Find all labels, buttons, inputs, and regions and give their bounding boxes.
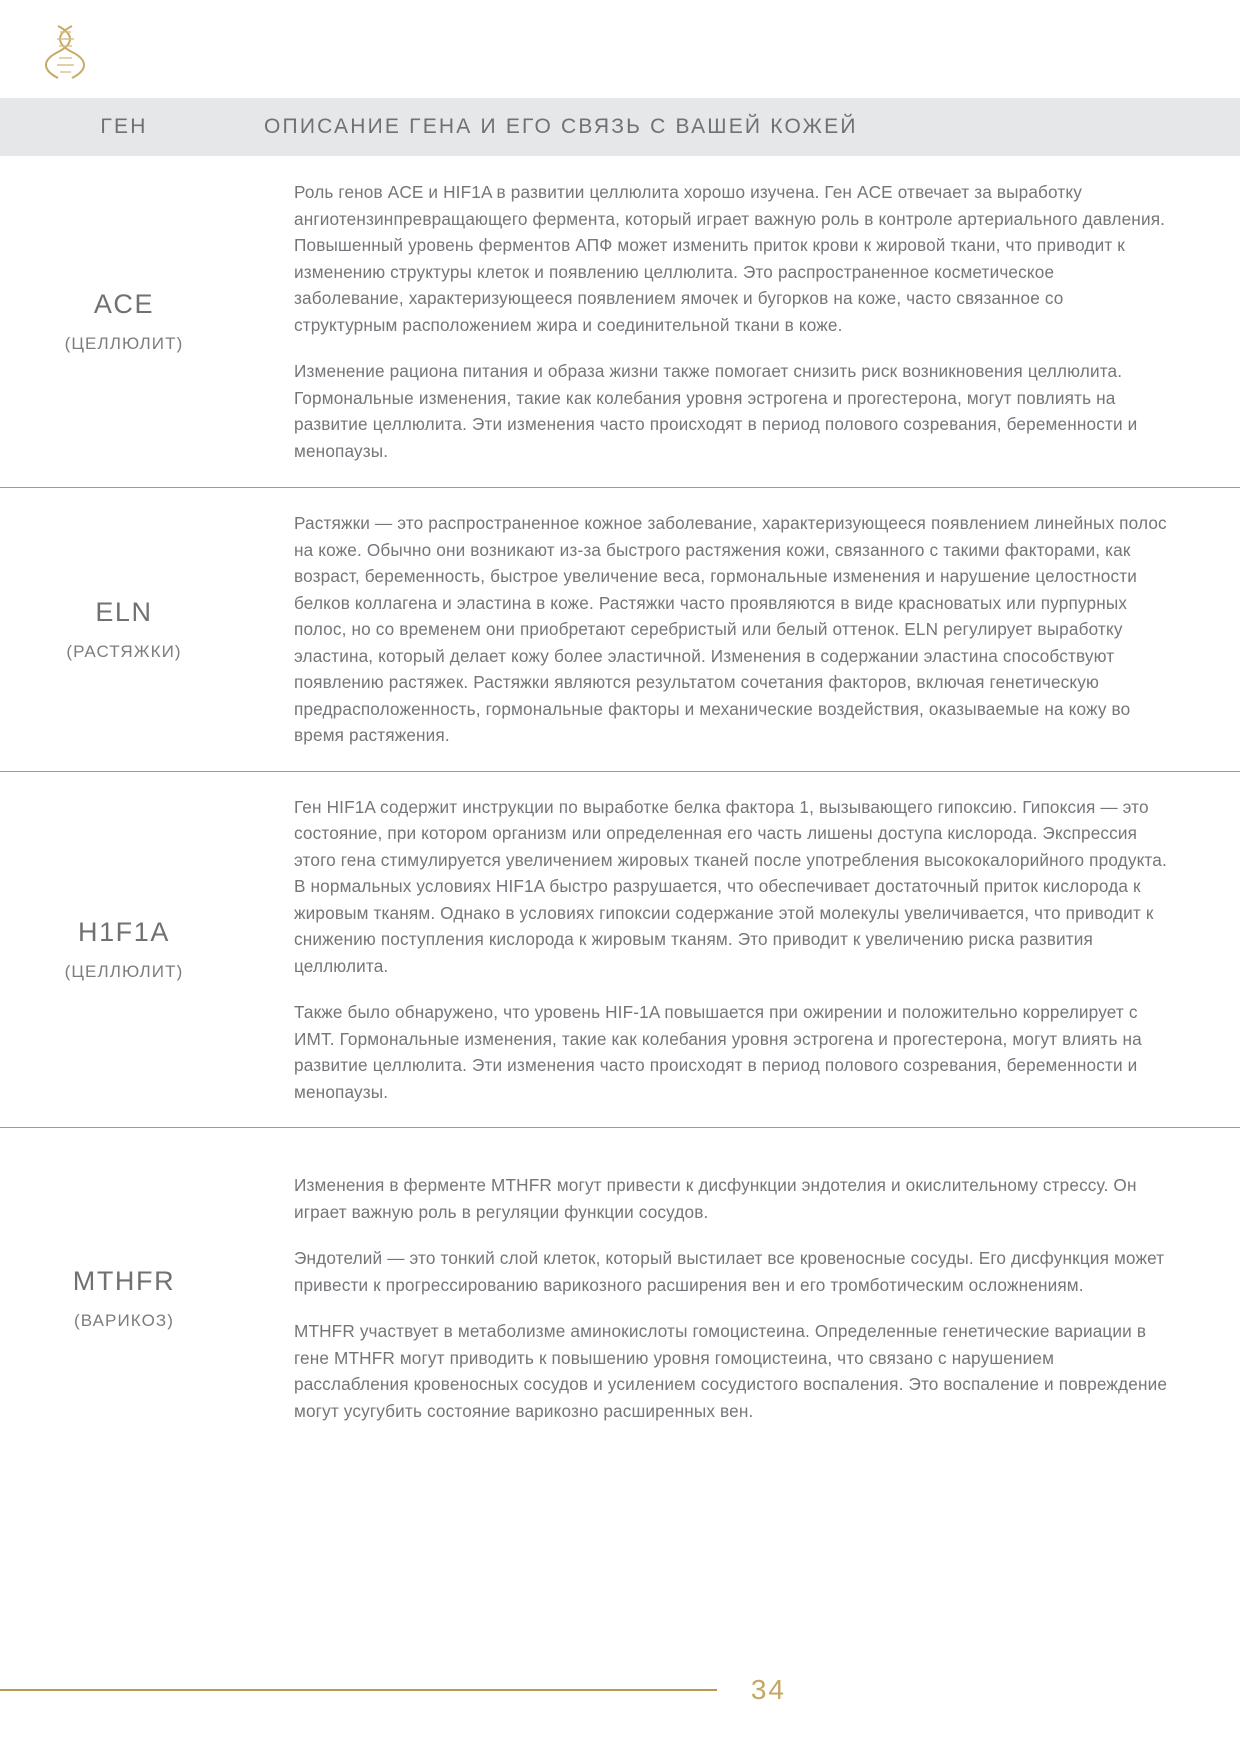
description-paragraph: Изменения в ферменте MTHFR могут привести к дисфункции эндотелия и окислительному стрессу. Он играет важную роль в регуляции функции сосудов.: [294, 1175, 1137, 1222]
table-header: [0, 98, 1240, 156]
gene-trait: (ЦЕЛЛЮЛИТ): [64, 334, 184, 353]
gene-description-cell: [248, 488, 1240, 771]
description-paragraph: Ген HIF1A содержит инструкции по выработке белка фактора 1, вызывающего гипоксию. Гипоксия — это состояние, при котором организм или определенная его часть лишены доступа кислорода. Экспрессия этого гена стимулируется увеличением жировых тканей после употребления высококалорийного продукта. В нормальных условиях HIF1A быстро разрушается, что обеспечивает достаточный приток кислорода к жировым тканям. Однако в условиях гипоксии содержание этой молекулы увеличивается, что приводит к снижению поступления кислорода к жировым тканям. Это приводит к увеличению риска развития целлюлита.: [294, 796, 1167, 976]
table-header-description: ОПИСАНИЕ ГЕНА И ЕГО СВЯЗЬ С ВАШЕЙ КОЖЕЙ: [264, 115, 858, 138]
gene-cell: [0, 488, 248, 771]
gene-cell: [0, 1128, 248, 1468]
gene-trait: (ЦЕЛЛЮЛИТ): [64, 961, 184, 981]
table-row: [0, 1128, 1240, 1468]
description-paragraph: Также было обнаружено, что уровень HIF-1A повышается при ожирении и положительно коррелирует с ИМТ. Гормональные изменения, такие как колебания уровня эстрогена и прогестерона, могут влиять на развитие целлюлита. Эти изменения часто происходят в период полового созревания, беременности и менопаузы.: [294, 1002, 1142, 1102]
table-header-gene: ГЕН: [100, 115, 148, 138]
gene-name: H1F1A: [77, 916, 171, 947]
gene-trait: (РАСТЯЖКИ): [66, 641, 182, 661]
page-footer: [0, 1670, 1240, 1710]
table-row: [0, 488, 1240, 772]
gene-cell: [0, 772, 248, 1128]
page-number: 34: [750, 1674, 786, 1705]
gene-trait: (ВАРИКОЗ): [73, 1310, 175, 1330]
table-row: [0, 156, 1240, 488]
table-row: [0, 772, 1240, 1129]
gene-description-cell: [248, 156, 1240, 487]
gene-name: MTHFR: [72, 1265, 176, 1296]
description-paragraph: Изменение рациона питания и образа жизни также помогает снизить риск возникновения целлюлита. Гормональные изменения, такие как колебания уровня эстрогена и прогестерона, могут повлиять на развитие целлюлита. Эти изменения часто происходят в период полового созревания, беременности и менопаузы.: [294, 361, 1138, 461]
description-paragraph: Растяжки — это распространенное кожное заболевание, характеризующееся появлением линейных полос на коже. Обычно они возникают из-за быстрого растяжения кожи, связанного с такими факторами, как возраст, беременность, быстрое увеличение веса, гормональные изменения и нарушение целостности белков коллагена и эластина в коже. Растяжки часто проявляются в виде красноватых или пурпурных полос, но со временем они приобретают серебристый или белый оттенок. ELN регулирует выработку эластина, который делает кожу более эластичной. Изменения в содержании эластина способствуют появлению растяжек. Растяжки являются результатом сочетания факторов, включая генетическую предрасположенность, гормональные факторы и механические воздействия, оказываемые на кожу во время растяжения.: [294, 513, 1167, 745]
gene-table: [0, 156, 1240, 1468]
gene-description-cell: [248, 772, 1240, 1128]
footer-divider-left: [0, 1689, 717, 1691]
gene-cell: [0, 156, 248, 487]
description-paragraph: MTHFR участвует в метаболизме аминокислоты гомоцистеина. Определенные генетические вариации в гене MTHFR могут приводить к повышению уровня гомоцистеина, что связано с нарушением расслабления кровеносных сосудов и усилением сосудистого воспаления. Это воспаление и повреждение могут усугубить состояние варикозно расширенных вен.: [294, 1321, 1168, 1421]
gene-name: ACE: [93, 289, 155, 319]
description-paragraph: Роль генов ACE и HIF1A в развитии целлюлита хорошо изучена. Ген ACE отвечает за выработку ангиотензинпревращающего фермента, который играет важную роль в контроле артериального давления. Повышенный уровень ферментов АПФ может изменить приток крови к жировой ткани, что приводит к изменению структуры клеток и появлению целлюлита. Это распространенное косметическое заболевание, характеризующееся появлением ямочек и бугорков на коже, часто связанное со структурным расположением жира и соединительной ткани в коже.: [294, 182, 1166, 335]
gene-name: ELN: [95, 596, 153, 627]
description-paragraph: Эндотелий — это тонкий слой клеток, который выстилает все кровеносные сосуды. Его дисфункция может привести к прогрессированию варикозного расширения вен и его тромботическим осложнениям.: [294, 1248, 1165, 1295]
dna-helix-logo-icon: [38, 22, 94, 84]
gene-description-cell: [248, 1128, 1240, 1468]
